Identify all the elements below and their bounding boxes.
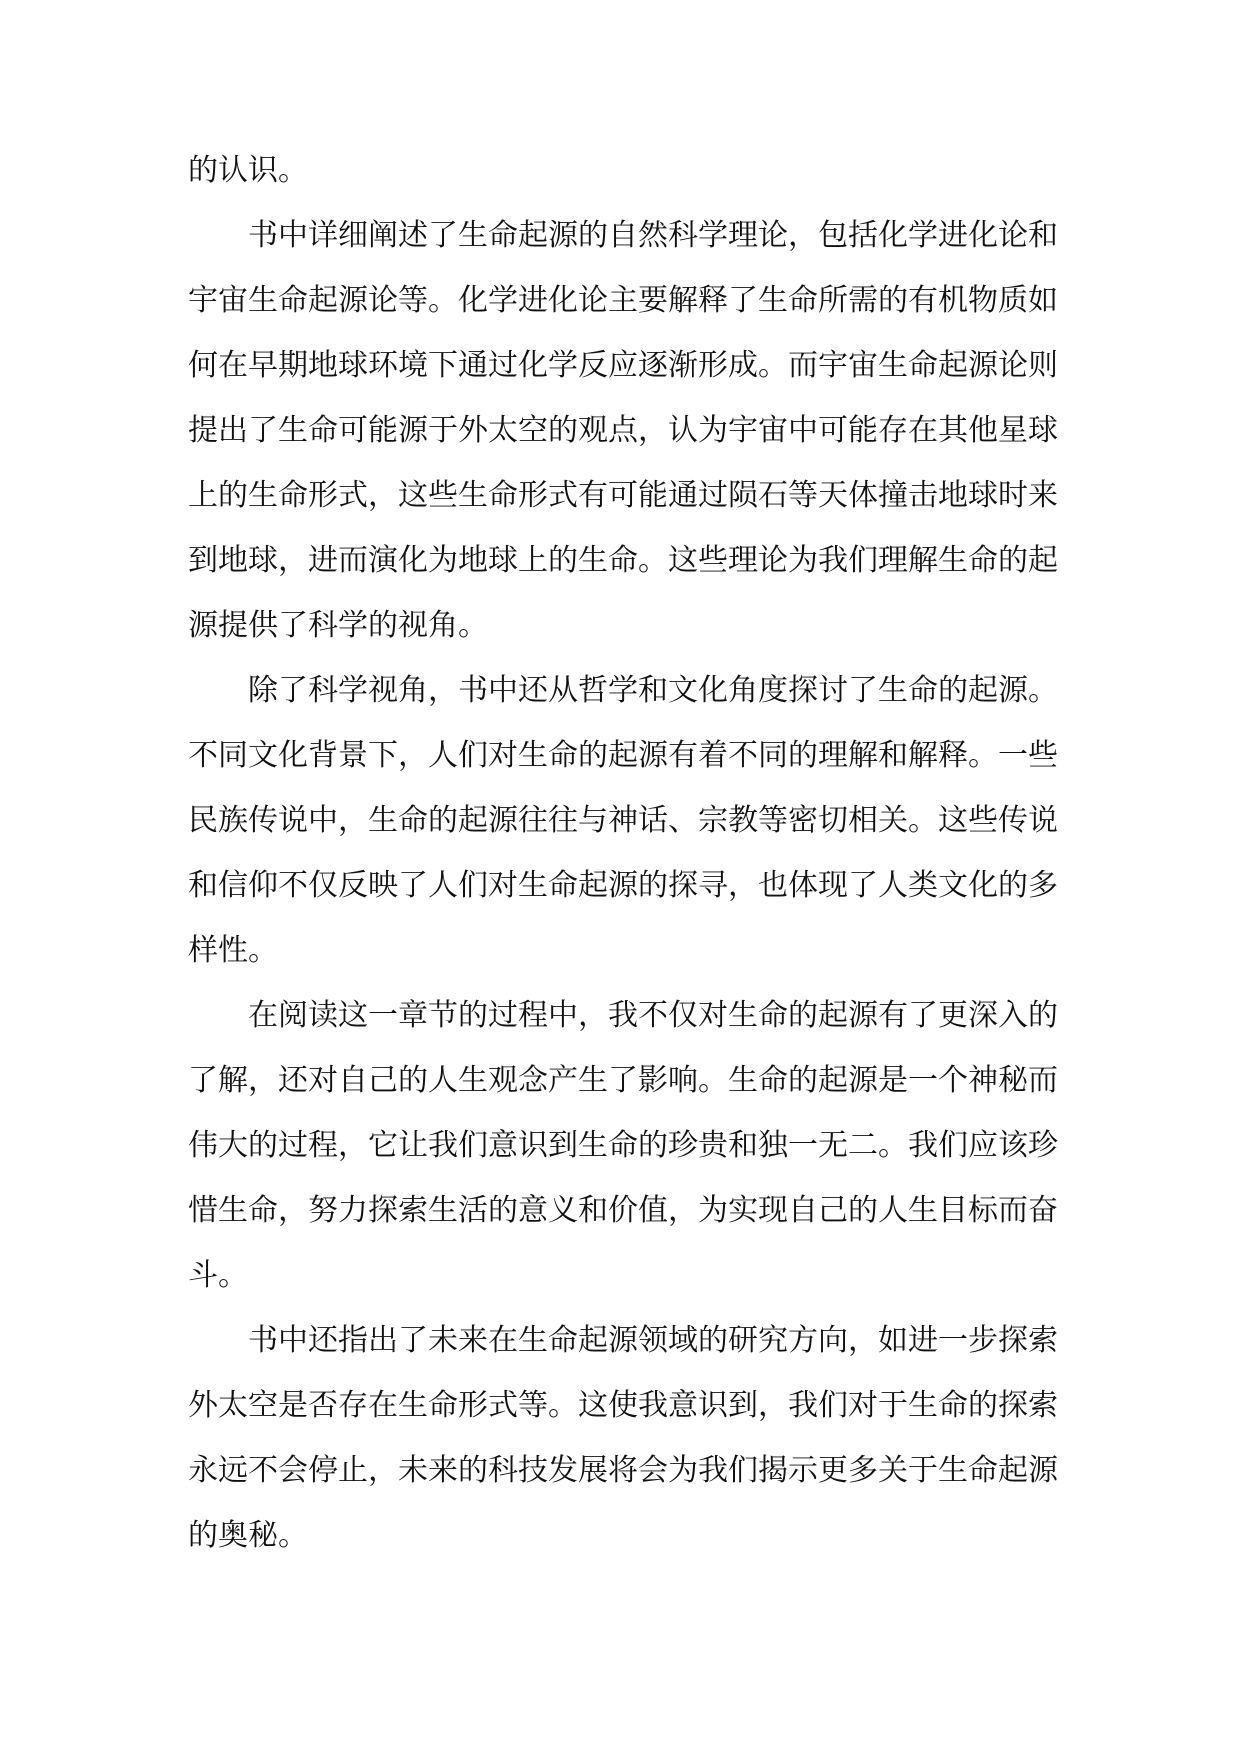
paragraph-continuation: 的认识。 <box>188 153 308 188</box>
document-body <box>188 138 1058 1568</box>
paragraph: 书中还指出了未来在生命起源领域的研究方向，如进一步探索外太空是否存在生命形式等。这使我意识到，我们对于生命的探索永远不会停止，未来的科技发展将会为我们揭示更多关于生命起源的奥秘。 <box>188 1323 1058 1553</box>
paragraph: 除了科学视角，书中还从哲学和文化角度探讨了生命的起源。不同文化背景下，人们对生命的起源有着不同的理解和解释。一些民族传说中，生命的起源往往与神话、宗教等密切相关。这些传说和信仰不仅反映了人们对生命起源的探寻，也体现了人类文化的多样性。 <box>188 673 1058 968</box>
paragraph: 书中详细阐述了生命起源的自然科学理论，包括化学进化论和宇宙生命起源论等。化学进化论主要解释了生命所需的有机物质如何在早期地球环境下通过化学反应逐渐形成。而宇宙生命起源论则提出了生命可能源于外太空的观点，认为宇宙中可能存在其他星球上的生命形式，这些生命形式有可能通过陨石等天体撞击地球时来到地球，进而演化为地球上的生命。这些理论为我们理解生命的起源提供了科学的视角。 <box>188 218 1058 643</box>
paragraph: 在阅读这一章节的过程中，我不仅对生命的起源有了更深入的了解，还对自己的人生观念产生了影响。生命的起源是一个神秘而伟大的过程，它让我们意识到生命的珍贵和独一无二。我们应该珍惜生命，努力探索生活的意义和价值，为实现自己的人生目标而奋斗。 <box>188 998 1058 1293</box>
